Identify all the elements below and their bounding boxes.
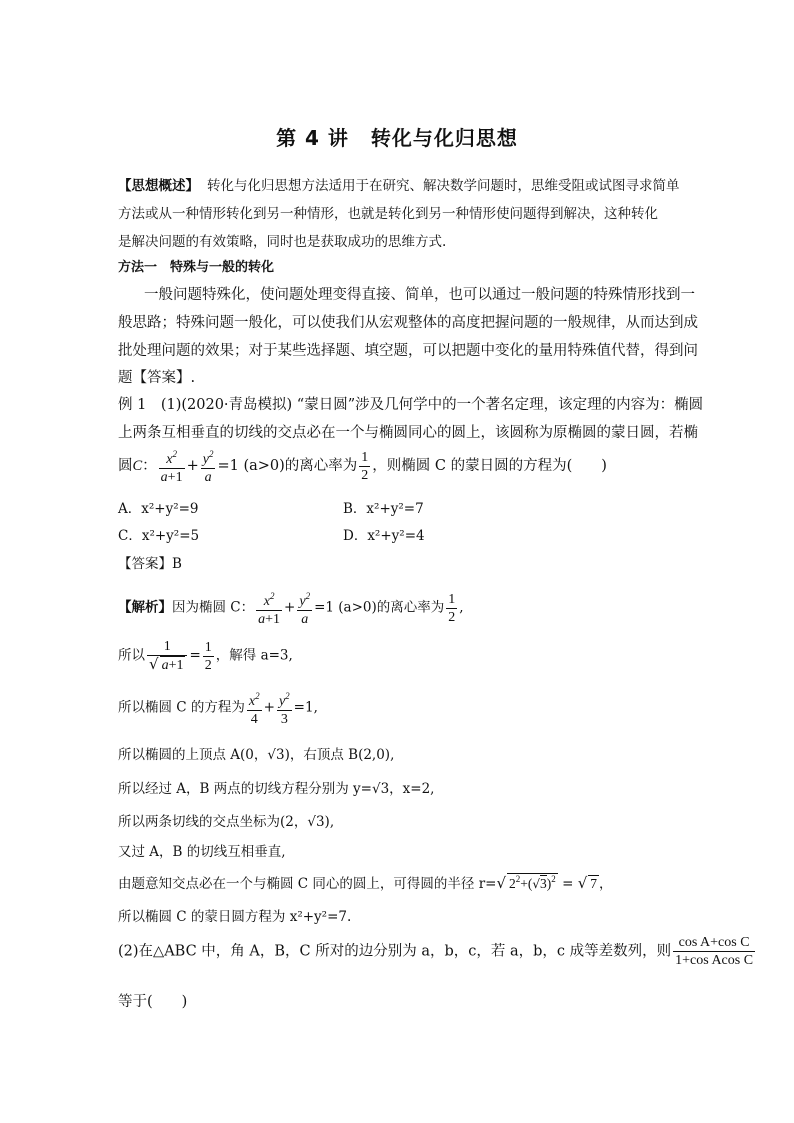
option-d: D．x²+y²=4 (343, 528, 425, 544)
page-title (0, 122, 794, 151)
overview-line-3: 是解决问题的有效策略，同时也是获取成功的思维方式. (118, 234, 447, 250)
method-paragraph-line-2: 般思路；特殊问题一般化，可以使我们从宏观整体的高度把握问题的一般规律，从而达到成 (118, 315, 698, 331)
lecture-number: 第 4 讲 (276, 126, 349, 150)
solution-line-5: 所以经过 A，B 两点的切线方程分别为 y=√3，x=2, (118, 781, 435, 797)
lecture-topic: 转化与化归思想 (370, 126, 518, 150)
solution-line-7: 又过 A，B 的切线互相垂直, (118, 844, 286, 860)
cos-fraction: $\frac{\text{cos A+cos C}}{\text{1+cos Acos C}}$ (675, 935, 754, 968)
method-heading: 方法一 特殊与一般的转化 (118, 260, 275, 275)
ellipse-term-x: $\frac{x^2}{a+1}$ (159, 446, 185, 486)
option-c: C．x²+y²=5 (118, 528, 200, 544)
solution-line-9: 所以椭圆 C 的蒙日圆方程为 x²+y²=7. (118, 909, 352, 925)
method-paragraph-line-1: 一般问题特殊化，使问题处理变得直接、简单，也可以通过一般问题的特殊情形找到一 (144, 287, 695, 303)
eccentricity-fraction: $\frac{1}{2}$ (361, 449, 369, 483)
solution-line-8: 由题意知交点必在一个与椭圆 C 同心的圆上，可得圆的半径 r=√ $2^2+(√3)^2$ = √ 7 ， (118, 874, 613, 892)
example-line-1: 例 1 (1)(2020·青岛模拟) “蒙日圆”涉及几何学中的一个著名定理，该定理的内容为：椭圆 (118, 397, 704, 413)
option-a: A．x²+y²=9 (118, 501, 199, 517)
part2-line-1: (2)在△ABC 中，角 A，B，C 所对的边分别为 a，b，c，若 a，b，c 成等差数列，则 $\frac{\text{cos A+cos C}}{\text{1+cos Acos C}}$ (118, 935, 754, 968)
method-paragraph-line-3: 批处理问题的效果；对于某些选择题、填空题，可以把题中变化的量用特殊值代替，得到问 (118, 343, 698, 359)
example-line-2: 上两条互相垂直的切线的交点必在一个与椭圆同心的圆上，该圆称为原椭圆的蒙日圆，若椭 (118, 425, 698, 441)
solution-line-3: 所以椭圆 C 的方程为 $\frac{x^2}{4}$ + $\frac{y^2}{3}$ =1, (118, 688, 683, 728)
ellipse-term-y: $\frac{y^2}{a}$ (201, 446, 216, 486)
overview-line-2: 方法或从一种情形转化到另一种情形，也就是转化到另一种情形使问题得到解决，这种转化 (118, 206, 658, 222)
overview-line-1: 【思想概述】 转化与化归思想方法适用于在研究、解决数学问题时，思维受阻或试图寻求简单 (118, 178, 680, 194)
solution-line-1: 【解析】因为椭圆 C： $\frac{x^2}{a+1}$ + $\frac{y^2}{a}$ =1 (a>0)的离心率为 $\frac{1}{2}$ , (118, 588, 683, 628)
example-line-3: 圆C： $\frac{x^2}{a+1}$ + $\frac{y^2}{a}$ =1 (a>0)的离心率为 $\frac{1}{2}$ ，则椭圆 C 的蒙日圆的方程为( ) (118, 446, 683, 486)
option-b: B．x²+y²=7 (343, 501, 424, 517)
overview-label: 【思想概述】 (118, 178, 199, 194)
solution-label: 【解析】 (118, 599, 172, 616)
solution-line-6: 所以两条切线的交点坐标为(2，√3), (118, 814, 335, 830)
answer-line: 【答案】B (118, 556, 182, 572)
solution-line-4: 所以椭圆的上顶点 A(0，√3)，右顶点 B(2,0), (118, 747, 395, 763)
part2-line-2: 等于( ) (118, 994, 188, 1010)
solution-line-2: 所以 $\frac{1}{√ a+1}$ = $\frac{1}{2}$ ，解得 a=3, (118, 639, 293, 673)
method-paragraph-line-4: 题【答案】. (118, 370, 196, 386)
